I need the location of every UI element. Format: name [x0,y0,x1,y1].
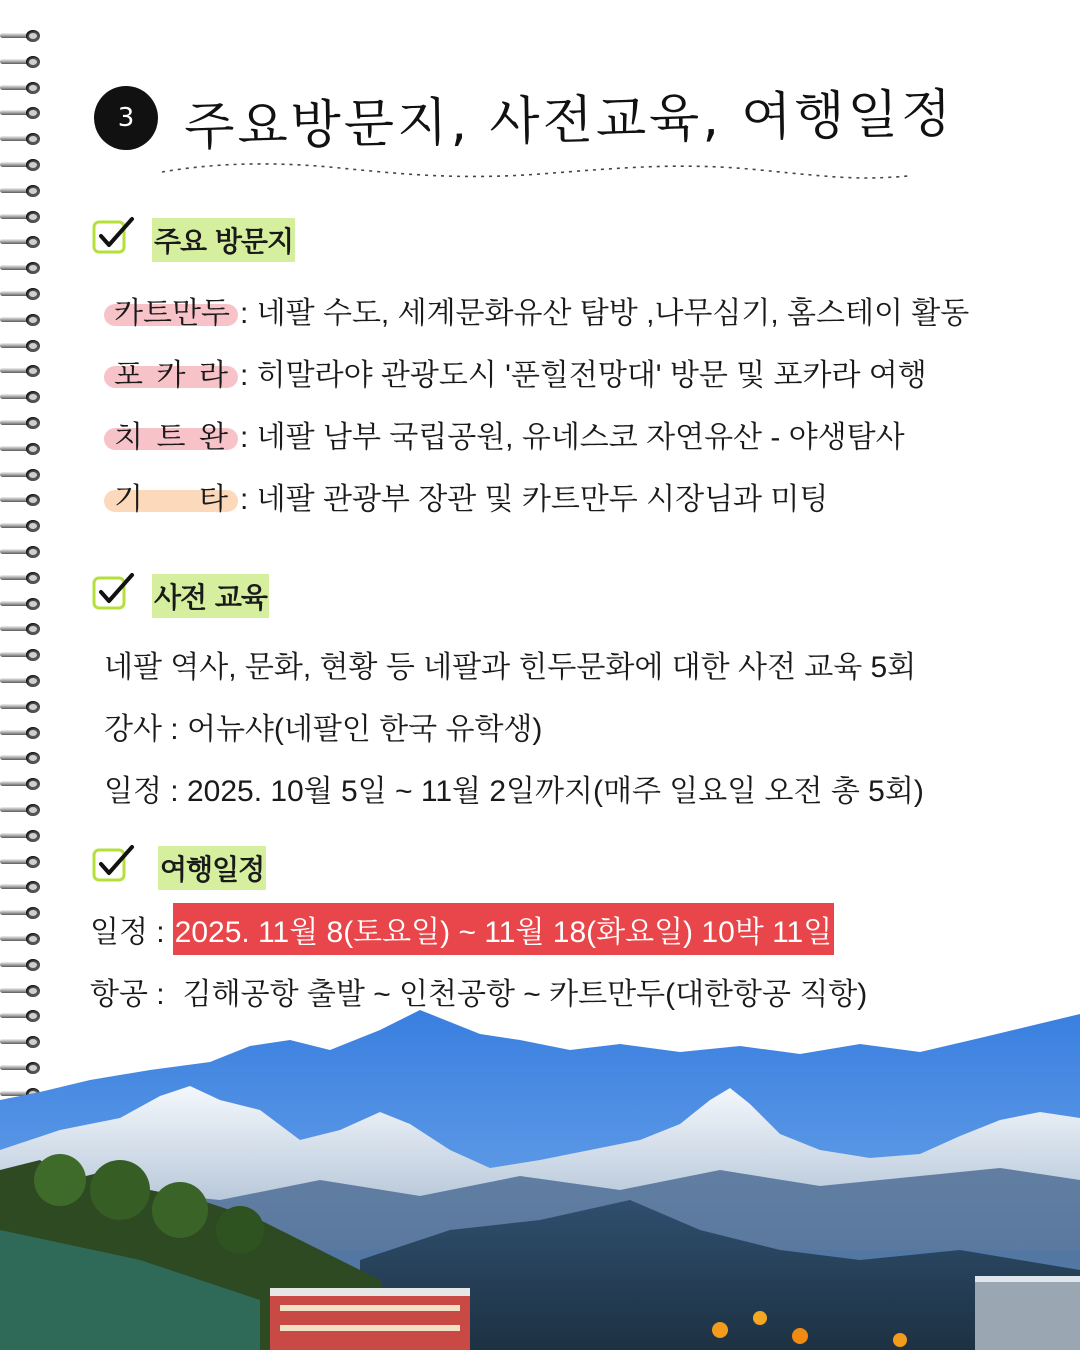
spiral-ring [0,133,44,145]
spiral-ring [0,701,44,713]
spiral-ring [0,727,44,739]
schedule-value: 2025. 11월 8(토요일) ~ 11월 18(화요일) 10박 11일 [173,903,835,955]
spiral-ring [0,623,44,635]
section-education-title: 사전 교육 [152,574,269,618]
spiral-ring [0,649,44,661]
place-description: : 히말라야 관광도시 '푼힐전망대' 방문 및 포카라 여행 [240,359,927,392]
spiral-ring [0,314,44,326]
spiral-ring [0,82,44,94]
spiral-ring [0,907,44,919]
place-char: 트 [156,421,186,454]
place-char: 기 [114,483,143,516]
spiral-ring [0,107,44,119]
section-number: 3 [117,103,135,133]
spiral-ring [0,494,44,506]
spiral-ring [0,881,44,893]
spiral-ring [0,417,44,429]
education-line: 강사 : 어뉴샤(네팔인 한국 유학생) [104,713,543,746]
visit-item-kathmandu [104,288,969,332]
education-line: 네팔 역사, 문화, 현황 등 네팔과 힌두문화에 대한 사전 교육 5회 [104,651,917,684]
place-tag [104,412,236,456]
spiral-ring [0,598,44,610]
spiral-ring [0,572,44,584]
place-tag [104,474,236,518]
spiral-ring [0,56,44,68]
page-title: 주요방문지, 사전교육, 여행일정 [183,84,955,158]
place-char: 포 [114,359,143,392]
spiral-ring [0,340,44,352]
spiral-ring [0,365,44,377]
flight-value: 김해공항 출발 ~ 인천공항 ~ 카트만두(대한항공 직항) [182,978,868,1011]
place-tag [104,350,236,394]
spiral-ring [0,752,44,764]
spiral-ring [0,236,44,248]
place-char: 완 [199,421,228,454]
spiral-ring [0,959,44,971]
place-char: 치 [114,421,143,454]
spiral-ring [0,391,44,403]
place-char: 카 [156,359,186,392]
section-trip-title: 여행일정 [158,846,266,890]
place-char: 타 [199,483,228,516]
place-name: 카트만두 [114,297,230,330]
visit-item-other [104,474,828,518]
checkbox-icon [92,844,136,884]
place-description: : 네팔 관광부 장관 및 카트만두 시장님과 미팅 [240,483,829,516]
spiral-ring [0,30,44,42]
spiral-ring [0,546,44,558]
spiral-ring [0,778,44,790]
spiral-ring [0,985,44,997]
visit-item-chitwan [104,412,905,456]
spiral-ring [0,856,44,868]
dotted-wave-underline [160,158,910,184]
trip-schedule-row [90,904,834,954]
place-description: : 네팔 수도, 세계문화유산 탐방 ,나무심기, 홈스테이 활동 [240,297,970,330]
education-line: 일정 : 2025. 10월 5일 ~ 11월 2일까지(매주 일요일 오전 총 5회) [104,775,924,808]
place-tag [104,288,236,332]
spiral-ring [0,804,44,816]
checkbox-icon [92,216,136,256]
flight-label: 항공 : [90,978,165,1011]
spiral-ring [0,185,44,197]
spiral-ring [0,520,44,532]
spiral-ring [0,830,44,842]
checkbox-icon [92,572,136,612]
visit-item-pokhara [104,350,927,394]
himalaya-landscape-image [0,1000,1080,1350]
spiral-ring [0,469,44,481]
spiral-ring [0,933,44,945]
section-number-badge [94,86,158,150]
spiral-ring [0,443,44,455]
schedule-label: 일정 : [90,916,165,949]
place-char: 라 [199,359,228,392]
spiral-ring [0,159,44,171]
spiral-ring [0,211,44,223]
place-description: : 네팔 남부 국립공원, 유네스코 자연유산 - 야생탐사 [240,421,905,454]
section-visits-title: 주요 방문지 [152,218,295,262]
spiral-ring [0,288,44,300]
spiral-ring [0,262,44,274]
spiral-ring [0,675,44,687]
